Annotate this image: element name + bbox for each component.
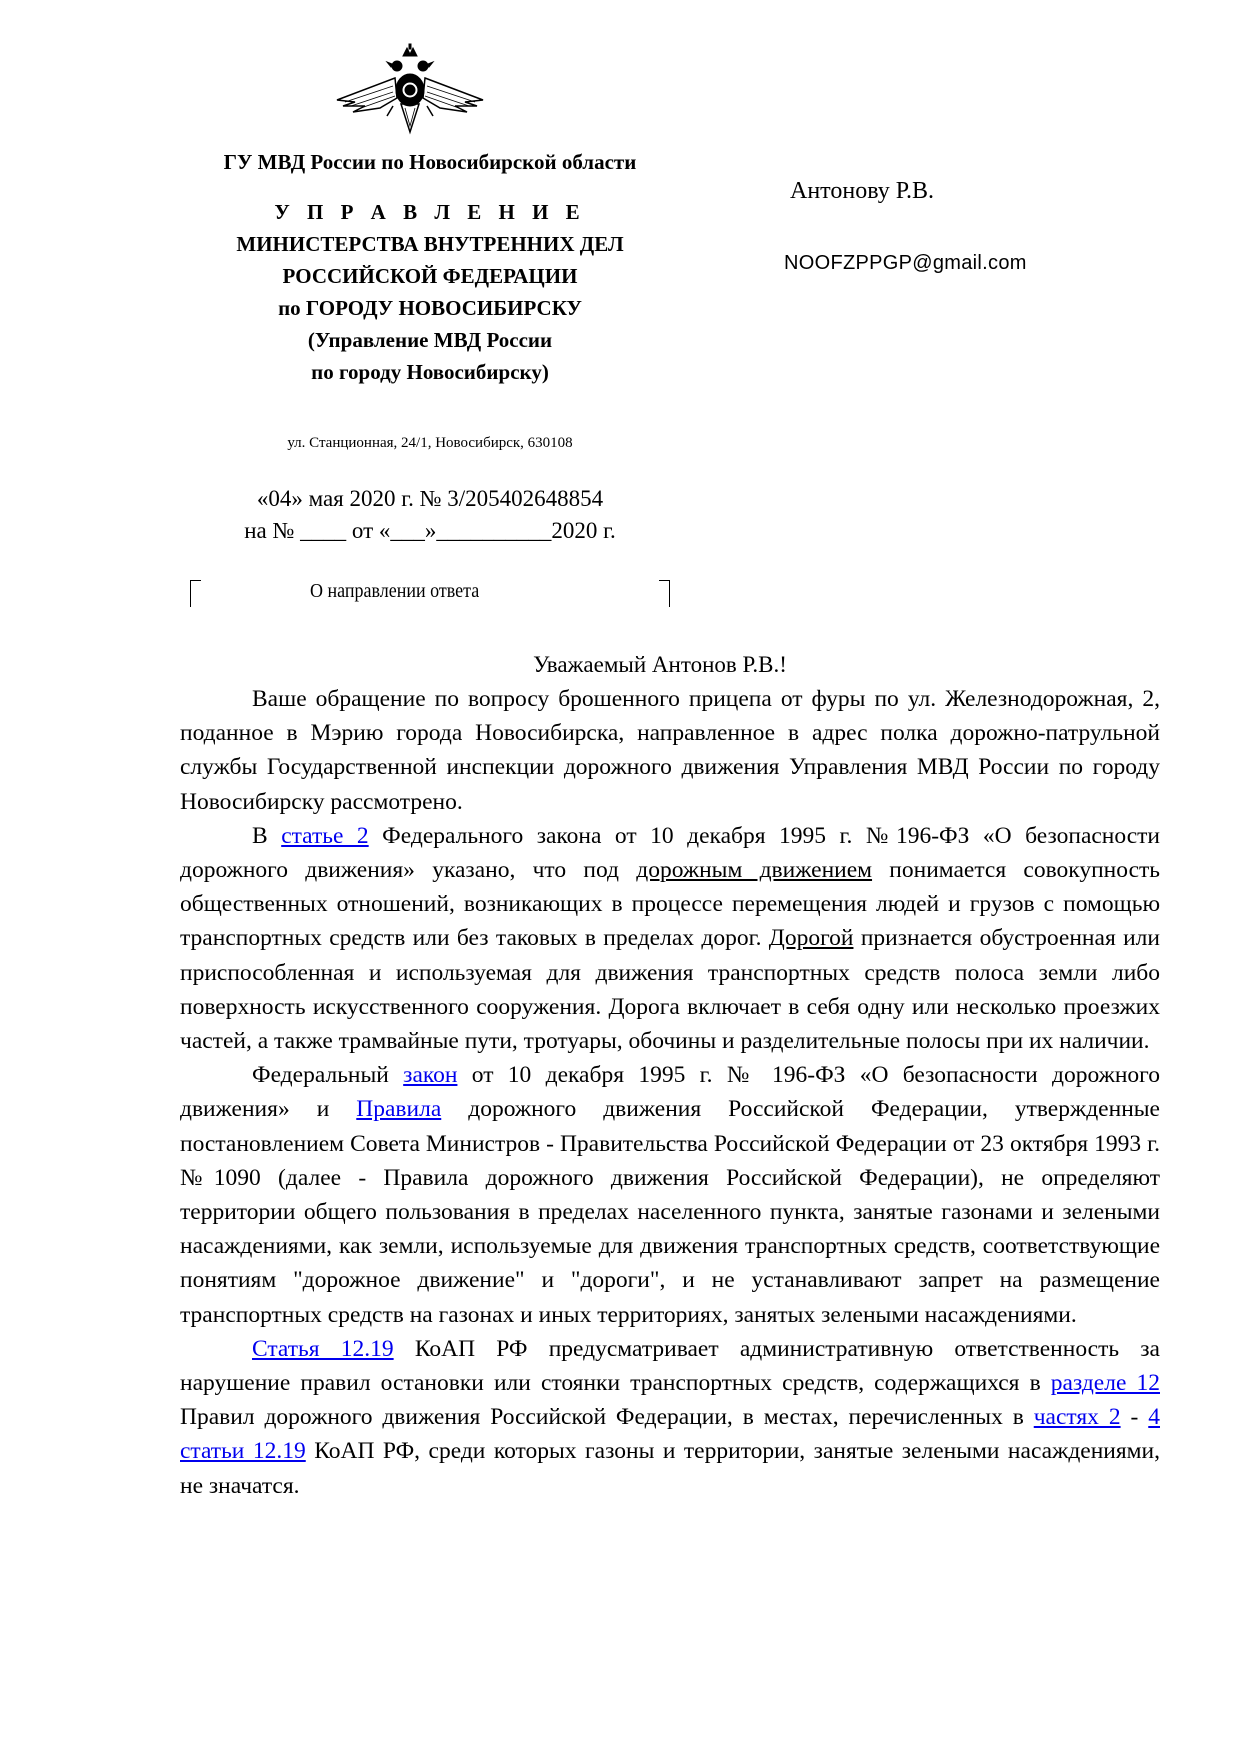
term-road: Дорогой: [768, 925, 854, 952]
org-address: ул. Станционная, 24/1, Новосибирск, 630108: [287, 435, 573, 451]
org-title-line: по городу Новосибирску): [311, 360, 549, 384]
text: КоАП РФ предусматривает административную ответственность за нарушение правил остановки или стоянки транспортных средств, содержащихся в: [180, 1335, 1160, 1397]
bracket-left-icon: [190, 580, 201, 607]
paragraph-1: Ваше обращение по вопросу брошенного прицепа от фуры по ул. Железнодорожная, 2, поданное в Мэрию города Новосибирска, направленное в адрес полка дорожно-патрульной службы Государственной инспекции дорожного движения Управления МВД России по городу Новосибирску рассмотрено.: [180, 686, 1160, 815]
org-title-line: РОССИЙСКОЙ ФЕДЕРАЦИИ: [282, 264, 578, 288]
document-date-number: [160, 483, 700, 547]
paragraph-2: [180, 819, 1160, 1058]
bracket-right-icon: [659, 580, 670, 607]
text: Федеральный: [252, 1062, 404, 1089]
link-article-12-19[interactable]: Статья 12.19: [252, 1335, 394, 1362]
letter-body: [180, 682, 1160, 1503]
org-title-line: МИНИСТЕРСТВА ВНУТРЕННИХ ДЕЛ: [236, 232, 624, 256]
recipient-name: Антонову Р.В.: [790, 178, 935, 204]
text: понимается совокупность общественных отношений, возникающих в процессе перемещения людей и грузов с помощью транспортных средств или без таковых в пределах дорог.: [180, 857, 1161, 952]
text: Федерального закона от 10 декабря 1995 г. №196-ФЗ «О безопасности дорожного движения» указано, что под: [180, 822, 1160, 884]
org-title: [160, 196, 700, 388]
reference-line: на № ____ от «___»__________2020 г.: [244, 518, 616, 543]
paragraph-4: [180, 1332, 1160, 1503]
subject-block: [190, 580, 670, 608]
text: от 10 декабря 1995 г. № 196-ФЗ «О безопасности дорожного движения» и: [180, 1062, 1160, 1123]
term-road-traffic: дорожным движением: [636, 857, 873, 884]
org-parent-name: ГУ МВД России по Новосибирской области: [223, 150, 637, 174]
recipient-email: NOOFZPPGP@gmail.com: [784, 252, 1027, 274]
text: Правил дорожного движения Российской Федерации, в местах, перечисленных в: [180, 1404, 1034, 1431]
text: признается обустроенная или приспособленная и используемая для движения транспортных средств полоса земли либо поверхность искусственного сооружения. Дорога включает в себя одну или несколько проезжих частей, а также трамвайные пути, тротуары, обочины и разделительные полосы при их наличии.: [180, 925, 1160, 1055]
link-parts-2[interactable]: частях 2: [1033, 1404, 1121, 1431]
org-title-line: по ГОРОДУ НОВОСИБИРСКУ: [278, 296, 582, 320]
link-traffic-rules[interactable]: Правила: [356, 1096, 442, 1123]
text: дорожного движения Российской Федерации, утвержденные постановлением Совета Министров - Правительства Российской Федерации от 23 октября 1993 г. №1090 (далее - Правила дорожного движения Российской Федерации), не определяют территории общего пользования в пределах населенного пункта, занятые газонами и зелеными насаждениями, как земли, используемые для движения транспортных средств, соответствующие понятиям "дорожное движение" и "дороги", и не устанавливают запрет на размещение транспортных средств на газонах и иных территориях, занятых зелеными насаждениями.: [180, 1096, 1160, 1328]
date-and-number: «04» мая 2020 г. № 3/205402648854: [256, 486, 604, 511]
subject-text: О направлении ответа: [310, 580, 480, 602]
text: КоАП РФ, среди которых газоны и территории, занятые зелеными насаждениями, не значатся.: [180, 1438, 1160, 1499]
text: -: [1120, 1404, 1149, 1431]
text: В: [252, 822, 282, 849]
link-section-12[interactable]: разделе 12: [1050, 1370, 1160, 1397]
link-article-2[interactable]: статье 2: [281, 822, 369, 849]
link-part-4-article-12-19[interactable]: 4 статьи 12.19: [180, 1404, 1160, 1465]
org-title-line: У П Р А В Л Е Н И Е: [274, 200, 586, 224]
link-law[interactable]: закон: [403, 1062, 458, 1089]
paragraph-3: [180, 1058, 1160, 1332]
org-title-line: (Управление МВД России: [307, 328, 553, 352]
mvd-emblem-icon: [335, 42, 485, 138]
greeting: Уважаемый Антонов Р.В.!: [533, 652, 787, 677]
